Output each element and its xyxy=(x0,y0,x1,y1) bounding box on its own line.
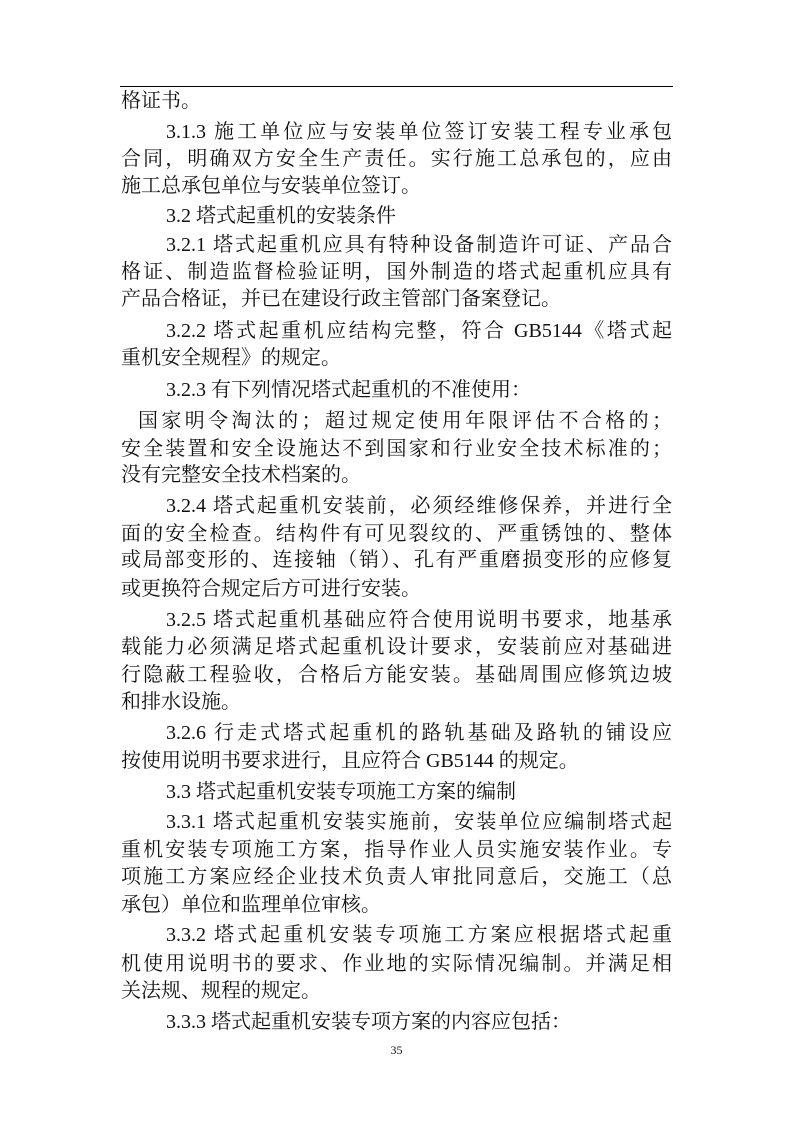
page-number: 35 xyxy=(390,1043,403,1057)
text-line: 格证、制造监督检验证明，国外制造的塔式起重机应具有 xyxy=(121,261,672,283)
text-line: 3.2.5 塔式起重机基础应符合使用说明书要求，地基承 xyxy=(166,609,672,631)
text-line: 3.3.2 塔式起重机安装专项施工方案应根据塔式起重 xyxy=(166,924,672,946)
text-line: 重机安装专项施工方案，指导作业人员实施安装作业。专 xyxy=(121,839,672,861)
text-line: 合同，明确双方安全生产责任。实行施工总承包的，应由 xyxy=(121,148,672,170)
text-line: 机使用说明书的要求、作业地的实际情况编制。并满足相 xyxy=(121,953,672,975)
text-line: 施工总承包单位与安装单位签订。 xyxy=(121,175,421,197)
text-line: 或局部变形的、连接轴（销）、孔有严重磨损变形的应修复 xyxy=(121,549,672,571)
text-line: 3.1.3 施工单位应与安装单位签订安装工程专业承包 xyxy=(166,121,672,143)
text-line: 3.2.6 行走式塔式起重机的路轨基础及路轨的铺设应 xyxy=(166,722,672,744)
text-line: 3.2.1 塔式起重机应具有特种设备制造许可证、产品合 xyxy=(166,234,672,256)
text-line: 3.2.2 塔式起重机应结构完整，符合 GB5144《塔式起 xyxy=(166,320,672,342)
text-line: 格证书。 xyxy=(121,90,201,112)
text-line: 载能力必须满足塔式起重机设计要求，安装前应对基础进 xyxy=(121,636,672,658)
text-line: 3.3.1 塔式起重机安装实施前，安装单位应编制塔式起 xyxy=(166,811,672,833)
text-line: 行隐蔽工程验收，合格后方能安装。基础周围应修筑边坡 xyxy=(121,664,672,686)
header-rule xyxy=(120,86,673,87)
text-line: 按使用说明书要求进行，且应符合 GB5144 的规定。 xyxy=(121,750,579,772)
text-line: 3.2 塔式起重机的安装条件 xyxy=(166,205,396,227)
text-line: 安全装置和安全设施达不到国家和行业安全技术标准的； xyxy=(121,438,672,460)
text-line: 国家明令淘汰的；超过规定使用年限评估不合格的； xyxy=(138,410,672,432)
text-line: 3.3.3 塔式起重机安装专项方案的内容应包括： xyxy=(166,1011,571,1033)
text-line: 3.2.3 有下列情况塔式起重机的不准使用： xyxy=(166,379,531,401)
text-line: 项施工方案应经企业技术负责人审批同意后，交施工（总 xyxy=(121,866,672,888)
text-line: 面的安全检查。结构件有可见裂纹的、严重锈蚀的、整体 xyxy=(121,523,672,545)
text-line: 重机安全规程》的规定。 xyxy=(121,347,341,369)
text-line: 产品合格证，并已在建设行政主管部门备案登记。 xyxy=(121,288,561,310)
text-line: 或更换符合规定后方可进行安装。 xyxy=(121,578,421,600)
text-line: 没有完整安全技术档案的。 xyxy=(121,464,361,486)
text-line: 和排水设施。 xyxy=(121,691,241,713)
text-line: 承包）单位和监理单位审核。 xyxy=(121,894,381,916)
text-line: 3.2.4 塔式起重机安装前，必须经维修保养，并进行全 xyxy=(166,495,672,517)
text-line: 3.3 塔式起重机安装专项施工方案的编制 xyxy=(166,781,516,803)
text-line: 关法规、规程的规定。 xyxy=(121,980,321,1002)
